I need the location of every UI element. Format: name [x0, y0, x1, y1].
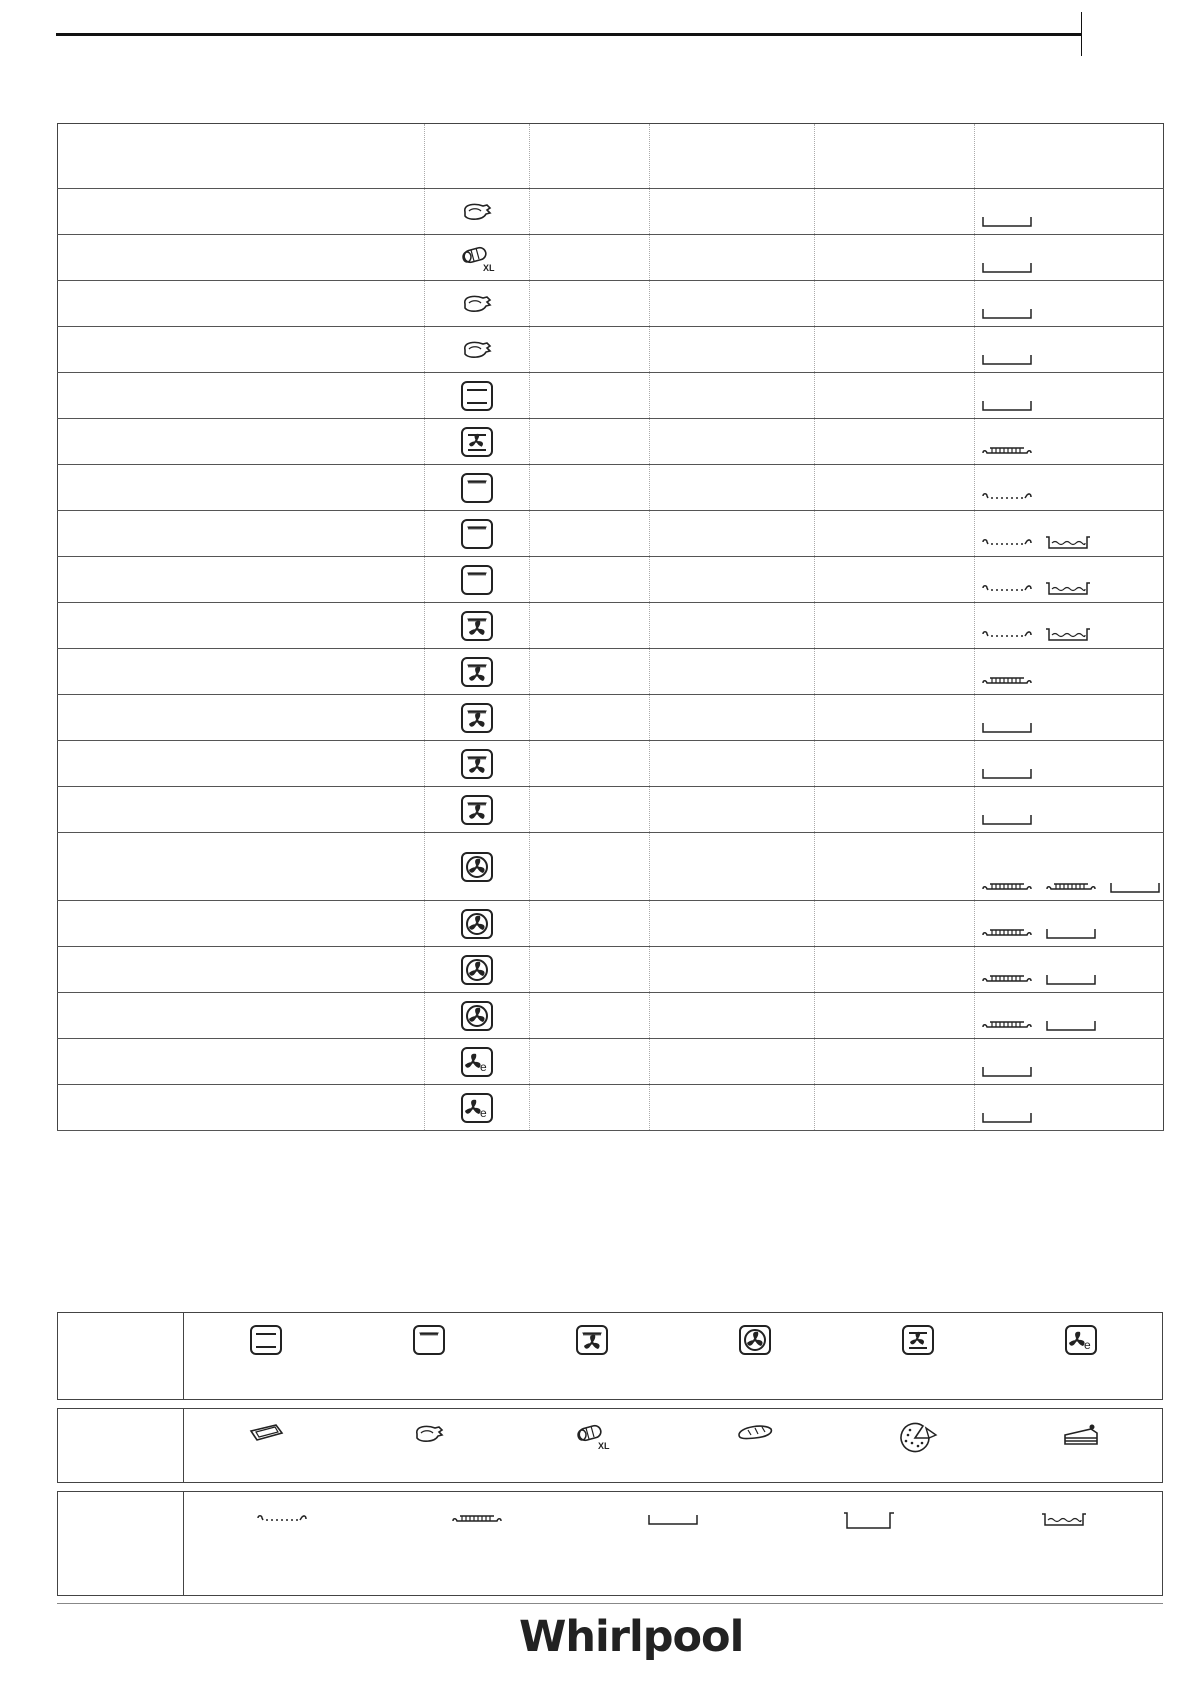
drip-tray-icon [981, 214, 1033, 228]
legend-item [216, 1323, 316, 1357]
temperature-cell [650, 281, 815, 327]
accessory-cell [975, 833, 1164, 901]
convection-bake-icon [459, 425, 495, 459]
function-cell [425, 649, 530, 695]
function-cell [425, 695, 530, 741]
table-header-cell [650, 124, 815, 189]
legend-item [868, 1323, 968, 1357]
preheat-cell [530, 901, 650, 947]
accessory-cell [975, 327, 1164, 373]
accessory-cell [975, 787, 1164, 833]
legend-item [705, 1323, 805, 1357]
recipe-cell [58, 465, 425, 511]
temperature-cell [650, 1085, 815, 1131]
drip-tray-icon [981, 812, 1033, 826]
preheat-cell [530, 833, 650, 901]
legend-foods [57, 1408, 1163, 1483]
accessory-cell [975, 235, 1164, 281]
recipe-cell [58, 189, 425, 235]
recipe-cell [58, 947, 425, 993]
preheat-cell [530, 281, 650, 327]
temperature-cell [650, 603, 815, 649]
legend-item [1014, 1510, 1114, 1530]
drip-tray-icon [1045, 972, 1097, 986]
function-cell [425, 603, 530, 649]
time-cell [815, 1085, 975, 1131]
drip-tray-icon [981, 398, 1033, 412]
baking-tray-icon [981, 880, 1033, 894]
table-row [58, 373, 1164, 419]
temperature-cell [650, 947, 815, 993]
legend-item [232, 1510, 332, 1530]
conventional-icon [459, 379, 495, 413]
recipe-cell [58, 1039, 425, 1085]
preheat-cell [530, 327, 650, 373]
time-cell [815, 327, 975, 373]
recipe-cell [58, 695, 425, 741]
time-cell [815, 419, 975, 465]
table-row [58, 695, 1164, 741]
function-cell [425, 281, 530, 327]
time-cell [815, 235, 975, 281]
baking-tray-icon [1045, 880, 1097, 894]
table-header-cell [425, 124, 530, 189]
preheat-cell [530, 373, 650, 419]
turbo-grill-icon [409, 1421, 449, 1447]
cooking-table [57, 123, 1164, 1131]
legend-item [1031, 1421, 1131, 1455]
legend-item [542, 1323, 642, 1357]
recipe-cell [58, 833, 425, 901]
fan-grill-icon [459, 701, 495, 735]
legend-item [623, 1510, 723, 1530]
wire-shelf-icon [981, 628, 1033, 642]
water-tray-icon [1045, 580, 1091, 596]
preheat-cell [530, 1085, 650, 1131]
water-tray-icon [1045, 534, 1091, 550]
temperature-cell [650, 833, 815, 901]
time-cell [815, 465, 975, 511]
time-cell [815, 189, 975, 235]
svg-text:XL: XL [483, 262, 495, 273]
forced-air-icon [459, 953, 495, 987]
table-row [58, 235, 1164, 281]
accessory-cell [975, 649, 1164, 695]
wire-shelf-icon [981, 582, 1033, 596]
temperature-cell [650, 901, 815, 947]
preheat-cell [530, 235, 650, 281]
grill-icon [411, 1323, 447, 1357]
recipe-cell [58, 373, 425, 419]
preheat-cell [530, 603, 650, 649]
function-cell [425, 787, 530, 833]
recipe-cell [58, 741, 425, 787]
time-cell [815, 947, 975, 993]
table-header-cell [530, 124, 650, 189]
drip-tray-icon [981, 720, 1033, 734]
time-cell [815, 603, 975, 649]
temperature-cell [650, 695, 815, 741]
temperature-cell [650, 511, 815, 557]
svg-text:XL: XL [597, 1441, 610, 1451]
accessory-cell [975, 603, 1164, 649]
accessory-cell [975, 281, 1164, 327]
deep-tray-icon [843, 1510, 895, 1530]
preheat-cell [530, 787, 650, 833]
grill-icon [459, 471, 495, 505]
table-row [58, 419, 1164, 465]
time-cell [815, 649, 975, 695]
wire-shelf-icon [256, 1512, 308, 1526]
preheat-cell [530, 695, 650, 741]
preheat-cell [530, 189, 650, 235]
drip-tray-icon [647, 1512, 699, 1526]
temperature-cell [650, 235, 815, 281]
table-row [58, 901, 1164, 947]
preheat-cell [530, 649, 650, 695]
legend-functions [57, 1312, 1163, 1400]
temperature-cell [650, 189, 815, 235]
eco-forced-air-icon [459, 1091, 495, 1125]
preheat-cell [530, 947, 650, 993]
table-row [58, 603, 1164, 649]
function-cell [425, 833, 530, 901]
bread-icon [735, 1421, 775, 1443]
time-cell [815, 741, 975, 787]
convection-bake-icon [900, 1323, 936, 1357]
accessory-cell [975, 189, 1164, 235]
water-tray-icon [1041, 1511, 1087, 1527]
conventional-icon [248, 1323, 284, 1357]
forced-air-icon [459, 999, 495, 1033]
accessory-cell [975, 1039, 1164, 1085]
temperature-cell [650, 419, 815, 465]
drip-tray-icon [1045, 1018, 1097, 1032]
table-row [58, 833, 1164, 901]
accessory-cell [975, 947, 1164, 993]
forced-air-icon [459, 850, 495, 884]
table-header-cell [58, 124, 425, 189]
table-row [58, 947, 1164, 993]
table-row [58, 511, 1164, 557]
accessory-cell [975, 993, 1164, 1039]
legend-label-cell [58, 1492, 184, 1595]
function-cell [425, 901, 530, 947]
legend-item [1031, 1323, 1131, 1357]
table-row [58, 1085, 1164, 1131]
baking-tray-icon [981, 444, 1033, 458]
function-cell [425, 235, 530, 281]
table-row [58, 465, 1164, 511]
function-cell [425, 373, 530, 419]
function-cell [425, 557, 530, 603]
turbo-grill-icon [457, 199, 497, 225]
function-cell [425, 511, 530, 557]
accessory-cell [975, 557, 1164, 603]
drip-tray-icon [981, 766, 1033, 780]
function-cell [425, 327, 530, 373]
time-cell [815, 511, 975, 557]
function-cell [425, 465, 530, 511]
brand-logo: Whirlpool [519, 1612, 744, 1662]
recipe-cell [58, 557, 425, 603]
drip-tray-icon [981, 1064, 1033, 1078]
fan-grill-icon [459, 793, 495, 827]
baking-tray-icon [981, 972, 1033, 986]
time-cell [815, 993, 975, 1039]
time-cell [815, 557, 975, 603]
turbo-grill-icon [457, 291, 497, 317]
legend-item [705, 1421, 805, 1455]
table-row [58, 557, 1164, 603]
drip-tray-icon [1109, 880, 1161, 894]
recipe-cell [58, 649, 425, 695]
function-cell [425, 1039, 530, 1085]
temperature-cell [650, 787, 815, 833]
grill-icon [459, 517, 495, 551]
table-header-cell [815, 124, 975, 189]
grill-icon [459, 563, 495, 597]
table-header-cell [975, 124, 1164, 189]
function-cell [425, 993, 530, 1039]
baking-tray-icon [981, 674, 1033, 688]
function-cell [425, 1085, 530, 1131]
svg-text:e: e [480, 1059, 487, 1074]
fan-grill-icon [459, 609, 495, 643]
fan-grill-icon [574, 1323, 610, 1357]
accessory-cell [975, 1085, 1164, 1131]
table-row [58, 327, 1164, 373]
preheat-cell [530, 419, 650, 465]
function-cell [425, 947, 530, 993]
accessory-cell [975, 465, 1164, 511]
legend-item [379, 1323, 479, 1357]
maxi-cooking-icon [572, 1421, 612, 1451]
table-row [58, 649, 1164, 695]
accessory-cell [975, 695, 1164, 741]
turbo-grill-icon [457, 337, 497, 363]
drip-tray-icon [1045, 926, 1097, 940]
recipe-cell [58, 281, 425, 327]
legend-item [542, 1421, 642, 1455]
legend-item [379, 1421, 479, 1455]
drip-tray-icon [981, 306, 1033, 320]
cake-icon [1061, 1421, 1101, 1449]
time-cell [815, 695, 975, 741]
table-row [58, 189, 1164, 235]
wire-shelf-icon [981, 536, 1033, 550]
legend-accessories [57, 1491, 1163, 1596]
recipe-cell [58, 511, 425, 557]
recipe-cell [58, 419, 425, 465]
legend-item [427, 1510, 527, 1530]
recipe-cell [58, 787, 425, 833]
baking-tray-icon [451, 1512, 503, 1526]
recipe-cell [58, 327, 425, 373]
baking-tray-icon [981, 926, 1033, 940]
eco-forced-air-icon [1063, 1323, 1099, 1357]
preheat-cell [530, 741, 650, 787]
drip-tray-icon [981, 1110, 1033, 1124]
fan-grill-icon [459, 655, 495, 689]
maxi-cooking-icon [457, 243, 497, 273]
legend-label-cell [58, 1313, 184, 1399]
fan-grill-icon [459, 747, 495, 781]
temperature-cell [650, 373, 815, 419]
accessory-cell [975, 901, 1164, 947]
header-tick [1081, 12, 1082, 56]
accessory-cell [975, 741, 1164, 787]
baking-tray-icon [981, 1018, 1033, 1032]
temperature-cell [650, 1039, 815, 1085]
time-cell [815, 833, 975, 901]
time-cell [815, 1039, 975, 1085]
footer-rule [57, 1603, 1163, 1604]
preheat-cell [530, 993, 650, 1039]
preheat-cell [530, 557, 650, 603]
table-row [58, 993, 1164, 1039]
time-cell [815, 901, 975, 947]
water-tray-icon [1045, 626, 1091, 642]
table-row [58, 787, 1164, 833]
time-cell [815, 787, 975, 833]
pizza-icon [898, 1421, 938, 1455]
drip-tray-icon [981, 260, 1033, 274]
recipe-cell [58, 901, 425, 947]
preheat-cell [530, 511, 650, 557]
wire-shelf-icon [981, 490, 1033, 504]
function-cell [425, 189, 530, 235]
recipe-cell [58, 1085, 425, 1131]
svg-text:e: e [480, 1105, 487, 1120]
temperature-cell [650, 327, 815, 373]
function-cell [425, 419, 530, 465]
table-row [58, 741, 1164, 787]
function-cell [425, 741, 530, 787]
time-cell [815, 373, 975, 419]
drip-tray-icon [981, 352, 1033, 366]
temperature-cell [650, 557, 815, 603]
temperature-cell [650, 993, 815, 1039]
svg-text:e: e [1083, 1338, 1091, 1352]
recipe-cell [58, 993, 425, 1039]
accessory-cell [975, 511, 1164, 557]
temperature-cell [650, 649, 815, 695]
legend-item [868, 1421, 968, 1455]
forced-air-icon [737, 1323, 773, 1357]
temperature-cell [650, 741, 815, 787]
legend-item [216, 1421, 316, 1455]
temperature-cell [650, 465, 815, 511]
time-cell [815, 281, 975, 327]
legend-label-cell [58, 1409, 184, 1482]
recipe-cell [58, 235, 425, 281]
forced-air-icon [459, 907, 495, 941]
legend-item [819, 1510, 919, 1530]
accessory-cell [975, 373, 1164, 419]
preheat-cell [530, 1039, 650, 1085]
accessory-cell [975, 419, 1164, 465]
table-header-row [58, 124, 1164, 189]
table-row [58, 1039, 1164, 1085]
header-rule [56, 33, 1081, 36]
eco-forced-air-icon [459, 1045, 495, 1079]
lasagne-dish-icon [246, 1421, 286, 1445]
recipe-cell [58, 603, 425, 649]
preheat-cell [530, 465, 650, 511]
table-row [58, 281, 1164, 327]
